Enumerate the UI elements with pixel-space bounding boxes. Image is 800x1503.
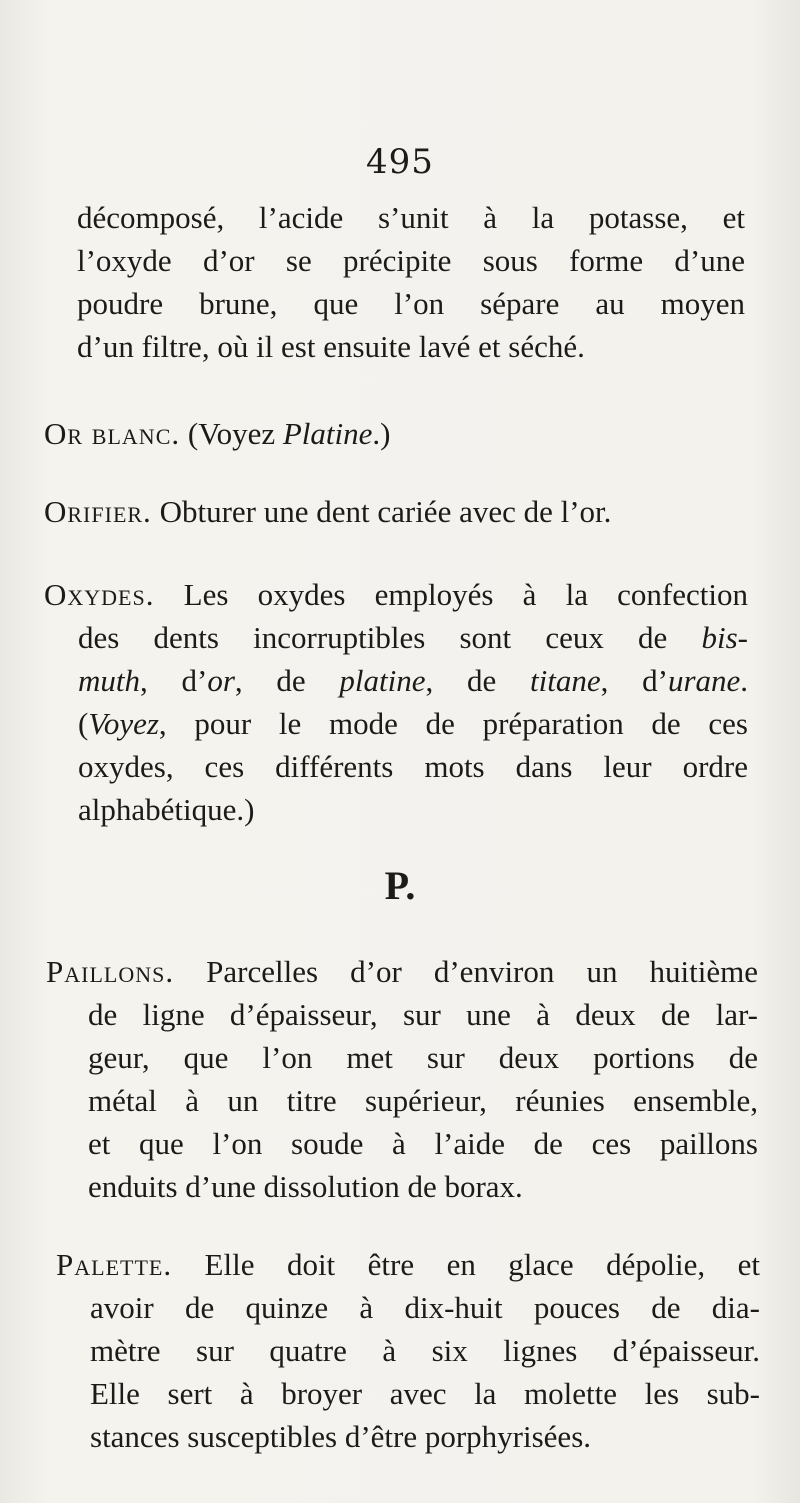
entry-italic: or	[207, 663, 235, 698]
entry-or-blanc	[44, 412, 744, 455]
entry-headword: Paillons.	[46, 954, 175, 989]
entry-italic: urane	[667, 663, 741, 698]
entry-text: Les oxydes employés à la confection	[154, 577, 748, 612]
text-line: alphabétique.)	[78, 792, 255, 827]
entry-headword: Oxydes.	[44, 577, 155, 612]
text-line: métal à un titre supérieur, réunies ensemble,	[88, 1083, 758, 1118]
entry-headword: Orifier.	[44, 494, 152, 529]
entry-oxydes	[44, 573, 748, 831]
entry-text: , d’	[600, 663, 668, 698]
section-letter: P.	[384, 863, 416, 908]
entry-italic: muth	[78, 663, 140, 698]
entry-text: (Voyez	[180, 416, 283, 451]
entry-text: Elle doit être en glace dépolie, et	[172, 1247, 760, 1282]
entry-italic: bis-	[701, 620, 748, 655]
continuation-paragraph	[77, 196, 745, 368]
entry-text: , de	[234, 663, 340, 698]
entry-text: , pour le mode de préparation de ces	[158, 706, 748, 741]
entry-italic: titane	[530, 663, 601, 698]
text-line: l’oxyde d’or se précipite sous forme d’une	[77, 243, 745, 278]
text-line: poudre brune, que l’on sépare au moyen	[77, 286, 745, 321]
entry-italic: platine	[339, 663, 426, 698]
entry-palette	[56, 1243, 760, 1458]
entry-text: Obturer une dent cariée avec de l’or.	[151, 494, 612, 529]
text-line: et que l’on soude à l’aide de ces paillons	[88, 1126, 758, 1161]
entry-text: des dents incorruptibles sont ceux de	[78, 620, 702, 655]
text-line: avoir de quinze à dix-huit pouces de dia-	[90, 1290, 760, 1325]
text-line: oxydes, ces différents mots dans leur ordre	[78, 749, 748, 784]
entry-text: , d’	[140, 663, 208, 698]
entry-text: .	[740, 663, 749, 698]
entry-text: .)	[372, 416, 391, 451]
entry-headword: Palette.	[56, 1247, 173, 1282]
text-line: stances susceptibles d’être porphyrisées.	[90, 1419, 592, 1454]
text-line: enduits d’une dissolution de borax.	[88, 1169, 523, 1204]
text-line: décomposé, l’acide s’unit à la potasse, et	[77, 200, 745, 235]
entry-italic: Platine	[282, 416, 373, 451]
text-line: geur, que l’on met sur deux portions de	[88, 1040, 758, 1075]
text-line: de ligne d’épaisseur, sur une à deux de lar-	[88, 997, 758, 1032]
page-number: 495	[366, 142, 434, 182]
entry-headword: Or blanc.	[44, 416, 181, 451]
entry-orifier	[44, 490, 746, 533]
entry-paillons	[46, 950, 758, 1208]
text-line: d’un filtre, où il est ensuite lavé et séché.	[77, 329, 585, 364]
text-line: mètre sur quatre à six lignes d’épaisseur.	[90, 1333, 760, 1368]
entry-italic: Voyez	[88, 706, 159, 741]
entry-text: , de	[425, 663, 531, 698]
text-line: Elle sert à broyer avec la molette les sub-	[90, 1376, 760, 1411]
entry-text: (	[78, 706, 89, 741]
entry-text: Parcelles d’or d’environ un huitième	[174, 954, 758, 989]
